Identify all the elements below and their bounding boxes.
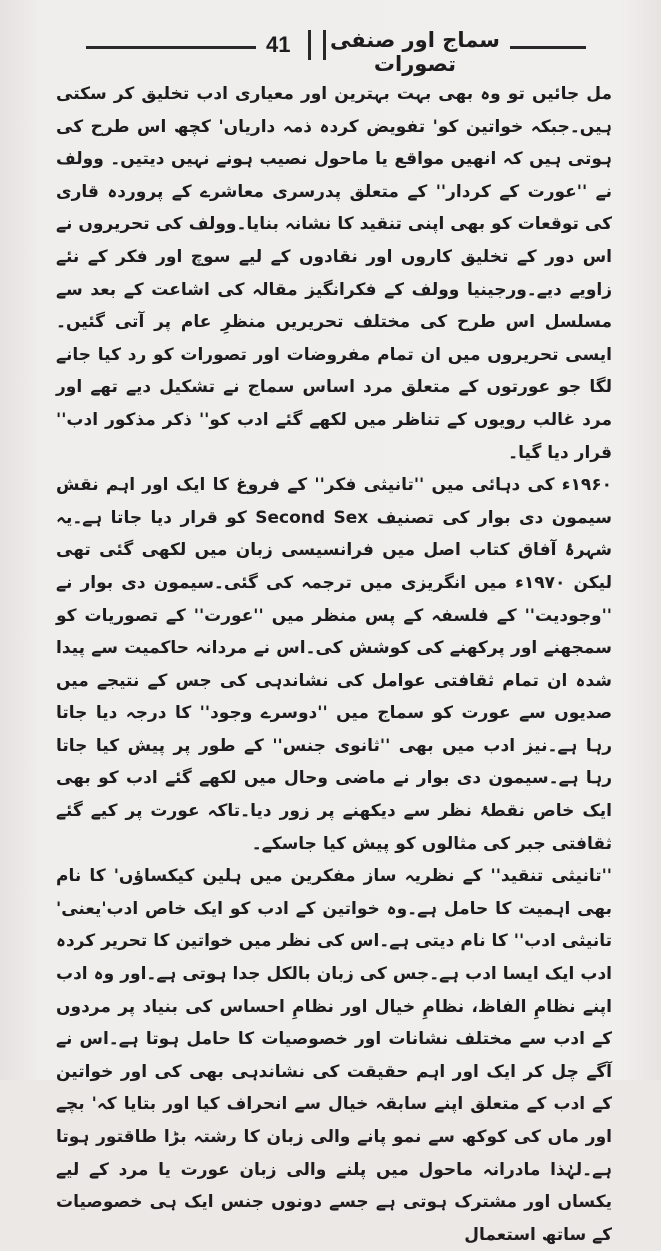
paragraph-2: ۱۹۶۰ء کی دہائی میں ''تانیثی فکر'' کے فروغ کا ایک اور اہم نقش سیمون دی بوار کی تصنیف Second Sex کو قرار دیا جاتا ہے۔یہ شہرۂ آفاق کتاب اصل میں فرانسیسی زبان میں لکھی گئی تھی لیکن ۱۹۷۰ء میں انگریزی میں ترجمہ کی گئی۔سیمون دی بوار نے ''وجودیت'' کے فلسفہ کے پس منظر میں ''عورت'' کے تصوریات کو سمجھنے اور پرکھنے کی کوشش کی۔اس نے مردانہ حاکمیت سے پیدا شدہ ان تمام ثقافتی عوامل کی نشاندہی کی جس کے نتیجے میں صدیوں سے عورت کو سماج میں ''دوسرے وجود'' کا درجہ دیا جاتا رہا ہے۔نیز ادب میں بھی ''ثانوی جنس'' کے طور پر پیش کیا جاتا رہا ہے۔سیمون دی بوار نے ماضی وحال میں لکھے گئے ادب کو بھی ایک خاص نقطۂ نظر سے دیکھنے پر زور دیا۔تاکہ عورت پر کیے گئے ثقافتی جبر کی مثالوں کو پیش کیا جاسکے۔ [56,475,613,854]
page-header [86,28,586,76]
header-divider-bars [308,30,326,60]
paragraph-1: مل جائیں تو وہ بھی بہت بہترین اور معیاری ادب تخلیق کر سکتی ہیں۔جبکہ خواتین کو' تفویض کردہ ذمہ داریاں' کچھ اس طرح کی ہوتی ہیں کہ انھیں مواقع یا ماحول نصیب ہونے نہیں دیتیں۔ وولف نے ''عورت کے کردار'' کے متعلق پدرسری معاشرے کے پروردہ قاری کی توقعات کو بھی اپنی تنقید کا نشانہ بنایا۔وولف کی تحریروں نے اس دور کے تخلیق کاروں اور نقادوں کے لیے سوچ اور فکر کے نئے زاویے دیے۔ورجینیا وولف کے فکرانگیز مقالہ کی اشاعت کے بعد سے مسلسل اس طرح کی مختلف تحریریں منظرِ عام پر آتی گئیں۔ایسی تحریروں میں ان تمام مفروضات اور تصورات کو رد کیا جانے لگا جو عورتوں کے متعلق مرد اساس سماج نے تشکیل دیے تھے اور مرد غالب رویوں کے تناظر میں لکھے گئے ادب کو'' ذکر مذکور ادب'' قرار دیا گیا۔ [56,84,612,463]
page-body [56,78,612,1251]
page-number: 41 [266,32,291,57]
header-rule-left [86,46,256,49]
running-title: سماج اور صنفی تصورات [330,28,500,76]
header-rule-right [510,46,586,49]
paragraph-3: ''تانیثی تنقید'' کے نظریہ ساز مفکرین میں ہلین کیکساؤں' کا نام بھی اہمیت کا حامل ہے۔وہ خواتین کے ادب کو ایک خاص ادب'یعنی' تانیثی ادب'' کا نام دیتی ہے۔اس کی نظر میں خواتین کا تحریر کردہ ادب ایک ایسا ادب ہے۔جس کی زبان بالکل جدا ہوتی ہے۔اور وہ ادب اپنے نظامِ الفاظ، نظامِ خیال اور نظامِ احساس کی بنیاد پر مردوں کے ادب سے مختلف نشانات اور خصوصیات کا حامل ہوتا ہے۔اس نے آگے چل کر ایک اور اہم حقیقت کی نشاندہی بھی کی اور خواتین کے ادب کے متعلق اپنے سابقہ خیال سے انحراف کیا اور بتایا کہ' بچے اور ماں کی کوکھ سے نمو پانے والی زبان کا رشتہ بڑا طاقتور ہوتا ہے۔لہٰذا مادرانہ ماحول میں پلنے والی زبان عورت یا مرد کے لیے یکساں اور مشترک ہوتی ہے جسے دونوں جنس ایک ہی خصوصیات کے ساتھ استعمال [56,866,612,1245]
